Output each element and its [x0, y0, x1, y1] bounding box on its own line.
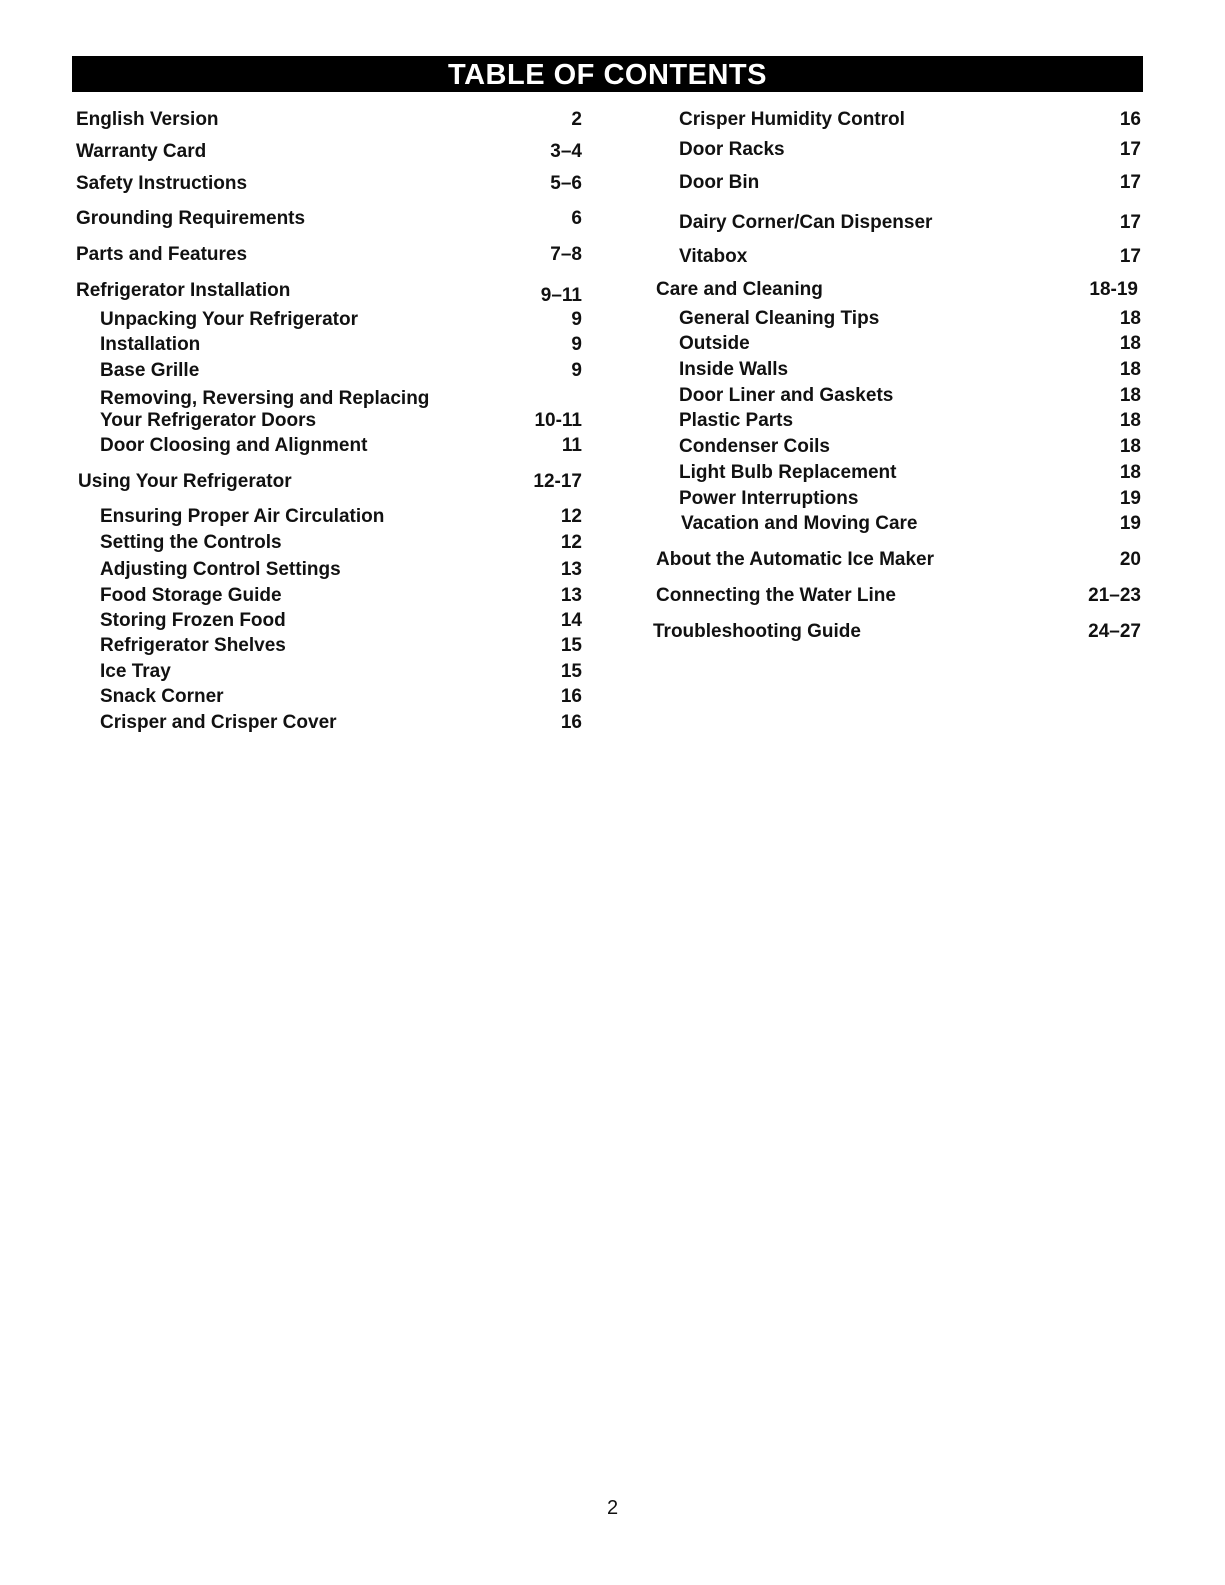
- toc-entry-title: Care and Cleaning: [656, 279, 823, 300]
- toc-entry: [100, 506, 582, 528]
- toc-entry-page-number: 17: [1119, 246, 1141, 267]
- toc-entry-title: Unpacking Your Refrigerator: [100, 309, 358, 330]
- toc-entry-title: Condenser Coils: [679, 436, 830, 457]
- toc-entry-title: Warranty Card: [76, 141, 207, 162]
- toc-entry-title: Storing Frozen Food: [100, 610, 286, 631]
- toc-entry-page-number: 12: [560, 506, 582, 527]
- toc-entry-page-number: 24–27: [1088, 621, 1141, 642]
- toc-entry: [76, 208, 582, 230]
- toc-entry-title: Setting the Controls: [100, 532, 282, 553]
- toc-entry-title: Crisper Humidity Control: [679, 109, 905, 130]
- toc-entry-page-number: 12-17: [533, 471, 582, 492]
- toc-entry-title: Outside: [679, 333, 750, 354]
- toc-entry-title: Ensuring Proper Air Circulation: [100, 506, 385, 527]
- toc-entry-title: Door Bin: [679, 172, 760, 193]
- toc-entry: [679, 410, 1141, 432]
- toc-entry: [100, 388, 429, 410]
- toc-entry: [100, 635, 582, 657]
- toc-entry-page-number: 15: [560, 635, 582, 656]
- toc-entry: [100, 712, 582, 734]
- toc-entry-title: Your Refrigerator Doors: [100, 410, 317, 431]
- toc-entry: [76, 109, 582, 131]
- toc-entry: [76, 141, 582, 163]
- toc-entry-title: Refrigerator Shelves: [100, 635, 286, 656]
- toc-entry: [679, 359, 1141, 381]
- page-title: TABLE OF CONTENTS: [72, 56, 1143, 92]
- toc-entry-title: Dairy Corner/Can Dispenser: [679, 212, 933, 233]
- toc-entry-page-number: 20: [1119, 549, 1141, 570]
- toc-entry: [679, 385, 1141, 407]
- toc-entry-page-number: 18: [1119, 436, 1141, 457]
- toc-entry-page-number: 18: [1119, 333, 1141, 354]
- toc-entry: [656, 279, 1138, 301]
- toc-entry: [679, 333, 1141, 355]
- toc-entry: [679, 488, 1141, 510]
- toc-entry-page-number: 3–4: [550, 141, 582, 162]
- toc-entry-page-number: 18: [1119, 359, 1141, 380]
- toc-entry-page-number: 12: [560, 532, 582, 553]
- toc-entry: [100, 661, 582, 683]
- toc-entry-page-number: 9: [571, 309, 582, 330]
- toc-entry: [656, 549, 1141, 571]
- toc-entry-title: Installation: [100, 334, 201, 355]
- toc-entry: [679, 172, 1141, 194]
- toc-entry-title: Crisper and Crisper Cover: [100, 712, 337, 733]
- toc-entry-title: Power Interruptions: [679, 488, 859, 509]
- toc-entry-title: Using Your Refrigerator: [78, 471, 292, 492]
- toc-entry: [656, 585, 1141, 607]
- toc-entry: [653, 621, 1141, 643]
- toc-entry-title: Light Bulb Replacement: [679, 462, 897, 483]
- toc-entry-title: Door Racks: [679, 139, 785, 160]
- toc-entry: [100, 559, 582, 581]
- toc-entry-page-number: 18: [1119, 410, 1141, 431]
- toc-entry-title: Snack Corner: [100, 686, 224, 707]
- toc-entry-title: Door Liner and Gaskets: [679, 385, 894, 406]
- toc-entry-page-number: 7–8: [550, 244, 582, 265]
- toc-entry-title: Removing, Reversing and Replacing: [100, 388, 430, 409]
- toc-entry-title: Troubleshooting Guide: [653, 621, 861, 642]
- toc-entry-page-number: 9: [571, 360, 582, 381]
- toc-entry-page-number: 16: [560, 686, 582, 707]
- toc-entry-page-number: 17: [1119, 139, 1141, 160]
- toc-entry: [76, 244, 582, 266]
- toc-entry: [679, 109, 1141, 131]
- toc-entry-page-number: 10-11: [534, 410, 582, 431]
- toc-entry-page-number: 17: [1119, 212, 1141, 233]
- toc-entry-page-number: 18-19: [1089, 279, 1138, 300]
- toc-entry-page-number: 11: [561, 435, 582, 456]
- toc-entry-page-number: 9–11: [540, 285, 582, 306]
- toc-entry: [100, 309, 582, 331]
- toc-entry: [100, 334, 582, 356]
- toc-entry-page-number: 21–23: [1088, 585, 1141, 606]
- toc-entry-title: Connecting the Water Line: [656, 585, 896, 606]
- toc-entry-title: Base Grille: [100, 360, 200, 381]
- toc-entry: [100, 610, 582, 632]
- toc-entry: [679, 139, 1141, 161]
- toc-entry: [100, 585, 582, 607]
- page-number: 2: [606, 1497, 619, 1519]
- toc-entry-page-number: 18: [1119, 462, 1141, 483]
- toc-entry-page-number: 17: [1119, 172, 1141, 193]
- toc-entry: [78, 471, 582, 493]
- toc-entry: [100, 360, 582, 382]
- toc-entry-title: Vitabox: [679, 246, 748, 267]
- toc-entry: [100, 686, 582, 708]
- toc-entry-title: Refrigerator Installation: [76, 280, 291, 301]
- toc-entry-title: Ice Tray: [100, 661, 171, 682]
- toc-entry-title: Inside Walls: [679, 359, 789, 380]
- toc-entry-title: English Version: [76, 109, 219, 130]
- toc-entry: [679, 436, 1141, 458]
- toc-entry-title: Adjusting Control Settings: [100, 559, 341, 580]
- toc-entry: [679, 212, 1141, 234]
- toc-entry-page-number: 19: [1119, 488, 1141, 509]
- toc-entry-title: Parts and Features: [76, 244, 248, 265]
- toc-entry: [100, 435, 582, 457]
- toc-entry-title: Grounding Requirements: [76, 208, 306, 229]
- toc-entry-title: Food Storage Guide: [100, 585, 282, 606]
- toc-entry: [100, 410, 582, 432]
- toc-entry: [679, 462, 1141, 484]
- toc-entry: [100, 532, 582, 554]
- toc-entry-page-number: 15: [560, 661, 582, 682]
- toc-entry: [681, 513, 1141, 535]
- toc-entry: [679, 308, 1141, 330]
- toc-entry-page-number: 9: [571, 334, 582, 355]
- toc-entry-title: Safety Instructions: [76, 173, 248, 194]
- toc-entry-page-number: 16: [1119, 109, 1141, 130]
- toc-entry-page-number: 13: [560, 585, 582, 606]
- toc-entry-title: Plastic Parts: [679, 410, 794, 431]
- toc-entry-title: General Cleaning Tips: [679, 308, 880, 329]
- toc-entry-page-number: 16: [560, 712, 582, 733]
- toc-entry: [679, 246, 1141, 268]
- toc-entry-title: About the Automatic Ice Maker: [656, 549, 935, 570]
- toc-entry-page-number: 2: [571, 109, 582, 130]
- toc-entry-page-number: 19: [1119, 513, 1141, 534]
- toc-entry-title: Vacation and Moving Care: [681, 513, 918, 534]
- toc-entry: [76, 280, 582, 306]
- toc-entry-page-number: 14: [560, 610, 582, 631]
- toc-entry: [76, 173, 582, 195]
- toc-entry-page-number: 13: [560, 559, 582, 580]
- toc-entry-page-number: 18: [1119, 385, 1141, 406]
- toc-entry-page-number: 5–6: [550, 173, 582, 194]
- toc-entry-title: Door Cloosing and Alignment: [100, 435, 368, 456]
- toc-entry-page-number: 18: [1119, 308, 1141, 329]
- toc-entry-page-number: 6: [571, 208, 582, 229]
